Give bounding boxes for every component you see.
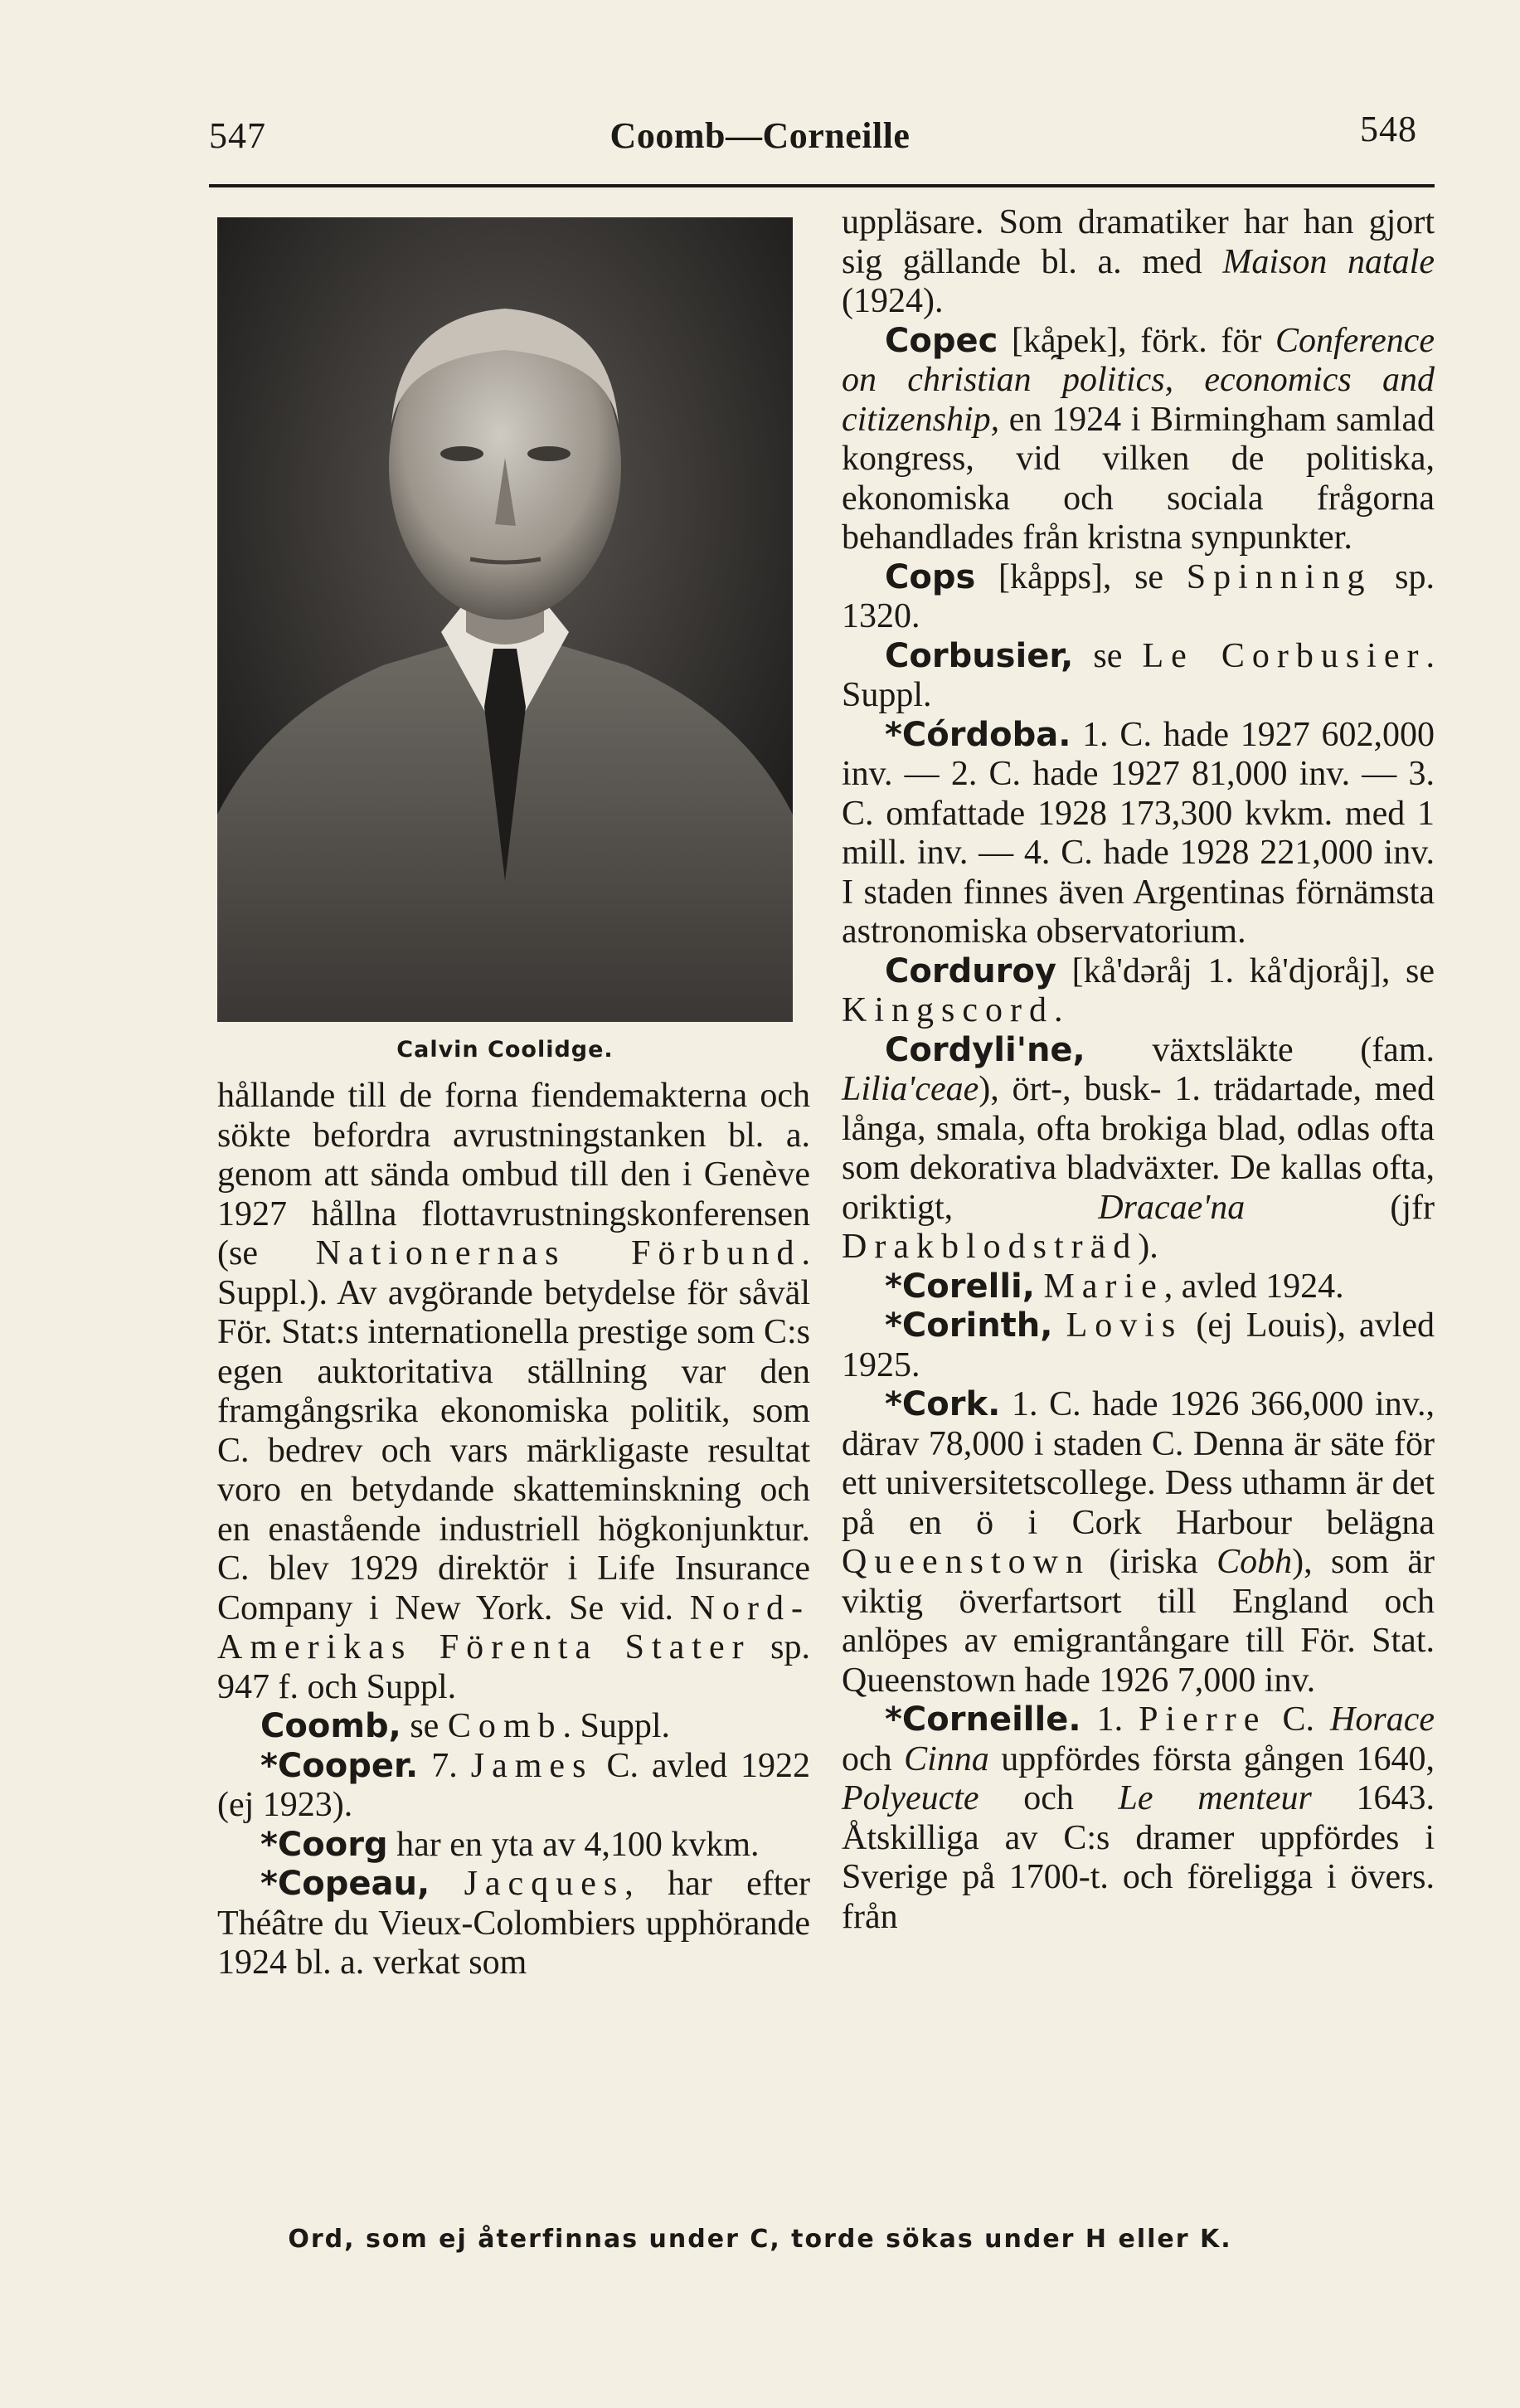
entry-corneille: *Corneille. 1. Pierre C. Horace och Cinna uppfördes första gången 1640, Polyeucte och Le menteur 1643. Åtskilliga av C:s dramer uppfördes i Sverige på 1700-t. och föreligga i övers. från xyxy=(842,1700,1435,1936)
right-column xyxy=(842,203,1435,1937)
entry-cops: Cops [kåpps], se Spinning sp. 1320. xyxy=(842,557,1435,635)
entry-cordoba: *Córdoba. 1. C. hade 1927 602,000 inv. — 2. C. hade 1927 81,000 inv. — 3. C. omfattade 1928 173,300 kvkm. med 1 mill. inv. — 4. C. hade 1928 221,000 inv. I staden finnes även Argentinas förnämsta astronomiska observatorium. xyxy=(842,715,1435,951)
header-rule xyxy=(209,184,1435,187)
left-column xyxy=(217,1077,810,1983)
entry-cork: *Cork. 1. C. hade 1926 366,000 inv., därav 78,000 i staden C. Denna är säte för ett universitetscollege. Dess uthamn är det på en ö i Cork Harbour belägna Queenstown (iriska Cobh), som är viktig överfartsort till England och anlöpes av emigrantångare till För. Stat. Queenstown hade 1926 7,000 inv. xyxy=(842,1385,1435,1700)
entry-corelli: *Corelli, Marie, avled 1924. xyxy=(885,1267,1344,1306)
page-number-left: 547 xyxy=(209,115,266,156)
page-number-right: 548 xyxy=(1360,109,1417,149)
entry-copeau: *Copeau, Jacques, har efter Théâtre du Vieux-Colombiers upphörande 1924 bl. a. verkat som xyxy=(217,1865,810,1982)
entry-cooper: *Cooper. 7. James C. avled 1922 (ej 1923). xyxy=(217,1746,810,1824)
entry-copec: Copec [kå̯pek], förk. för Conference on christian politics, economics and citizenship, en 1924 i Birmingham samlad kongress, vid vilken de politiska, ekonomiska och sociala frågorna behandlades från kristna synpunkter. xyxy=(842,321,1435,557)
entry-coomb: Coomb, se Comb. Suppl. xyxy=(260,1707,671,1745)
photo-caption: Calvin Coolidge. xyxy=(396,1037,614,1063)
entry-cordyline: Cordyli'ne, växtsläkte (fam. Lilia'ceae), ört-, busk- 1. trädartade, med långa, smala, ofta brokiga blad, odlas ofta som dekorativa bladväxter. De kallas ofta, oriktigt, Dracae'na (jfr Drakblodsträd). xyxy=(842,1030,1435,1266)
entry-coorg: *Coorg har en yta av 4,100 kvkm. xyxy=(260,1825,760,1864)
entry-corinth: *Corinth, Lovis (ej Louis), avled 1925. xyxy=(842,1306,1435,1384)
coolidge-continuation: hållande till de forna fiendemakterna och sökte befordra avrustningstanken bl. a. genom att sända ombud till den i Genève 1927 hållna flottavrustningskonferensen (se Nationernas Förbund. Suppl.). Av avgörande betydelse för såväl För. Stat:s internationella prestige som C:s egen auktoritativa ställning var den framgångsrika ekonomiska politik, som C. bedrev och vars märkligaste resultat voro en betydande skatteminskning och en enastående industriell högkonjunktur. C. blev 1929 direktör i Life Insurance Company i New York. Se vid. Nord-Amerikas Förenta Stater sp. 947 f. och Suppl. xyxy=(217,1077,810,1706)
copeau-continuation: uppläsare. Som dramatiker har han gjort sig gällande bl. a. med Maison natale (1924). xyxy=(842,203,1435,320)
entry-corduroy: Corduroy [kå'dəråj 1. kå'djoråj], se Kingscord. xyxy=(842,951,1435,1029)
page-footer-note: Ord, som ej återfinnas under C, torde sökas under H eller K. xyxy=(288,2225,1232,2254)
entry-corbusier: Corbusier, se Le Corbusier. Suppl. xyxy=(842,636,1435,714)
portrait-photo xyxy=(217,217,793,1022)
running-title: Coomb—Corneille xyxy=(609,115,911,156)
